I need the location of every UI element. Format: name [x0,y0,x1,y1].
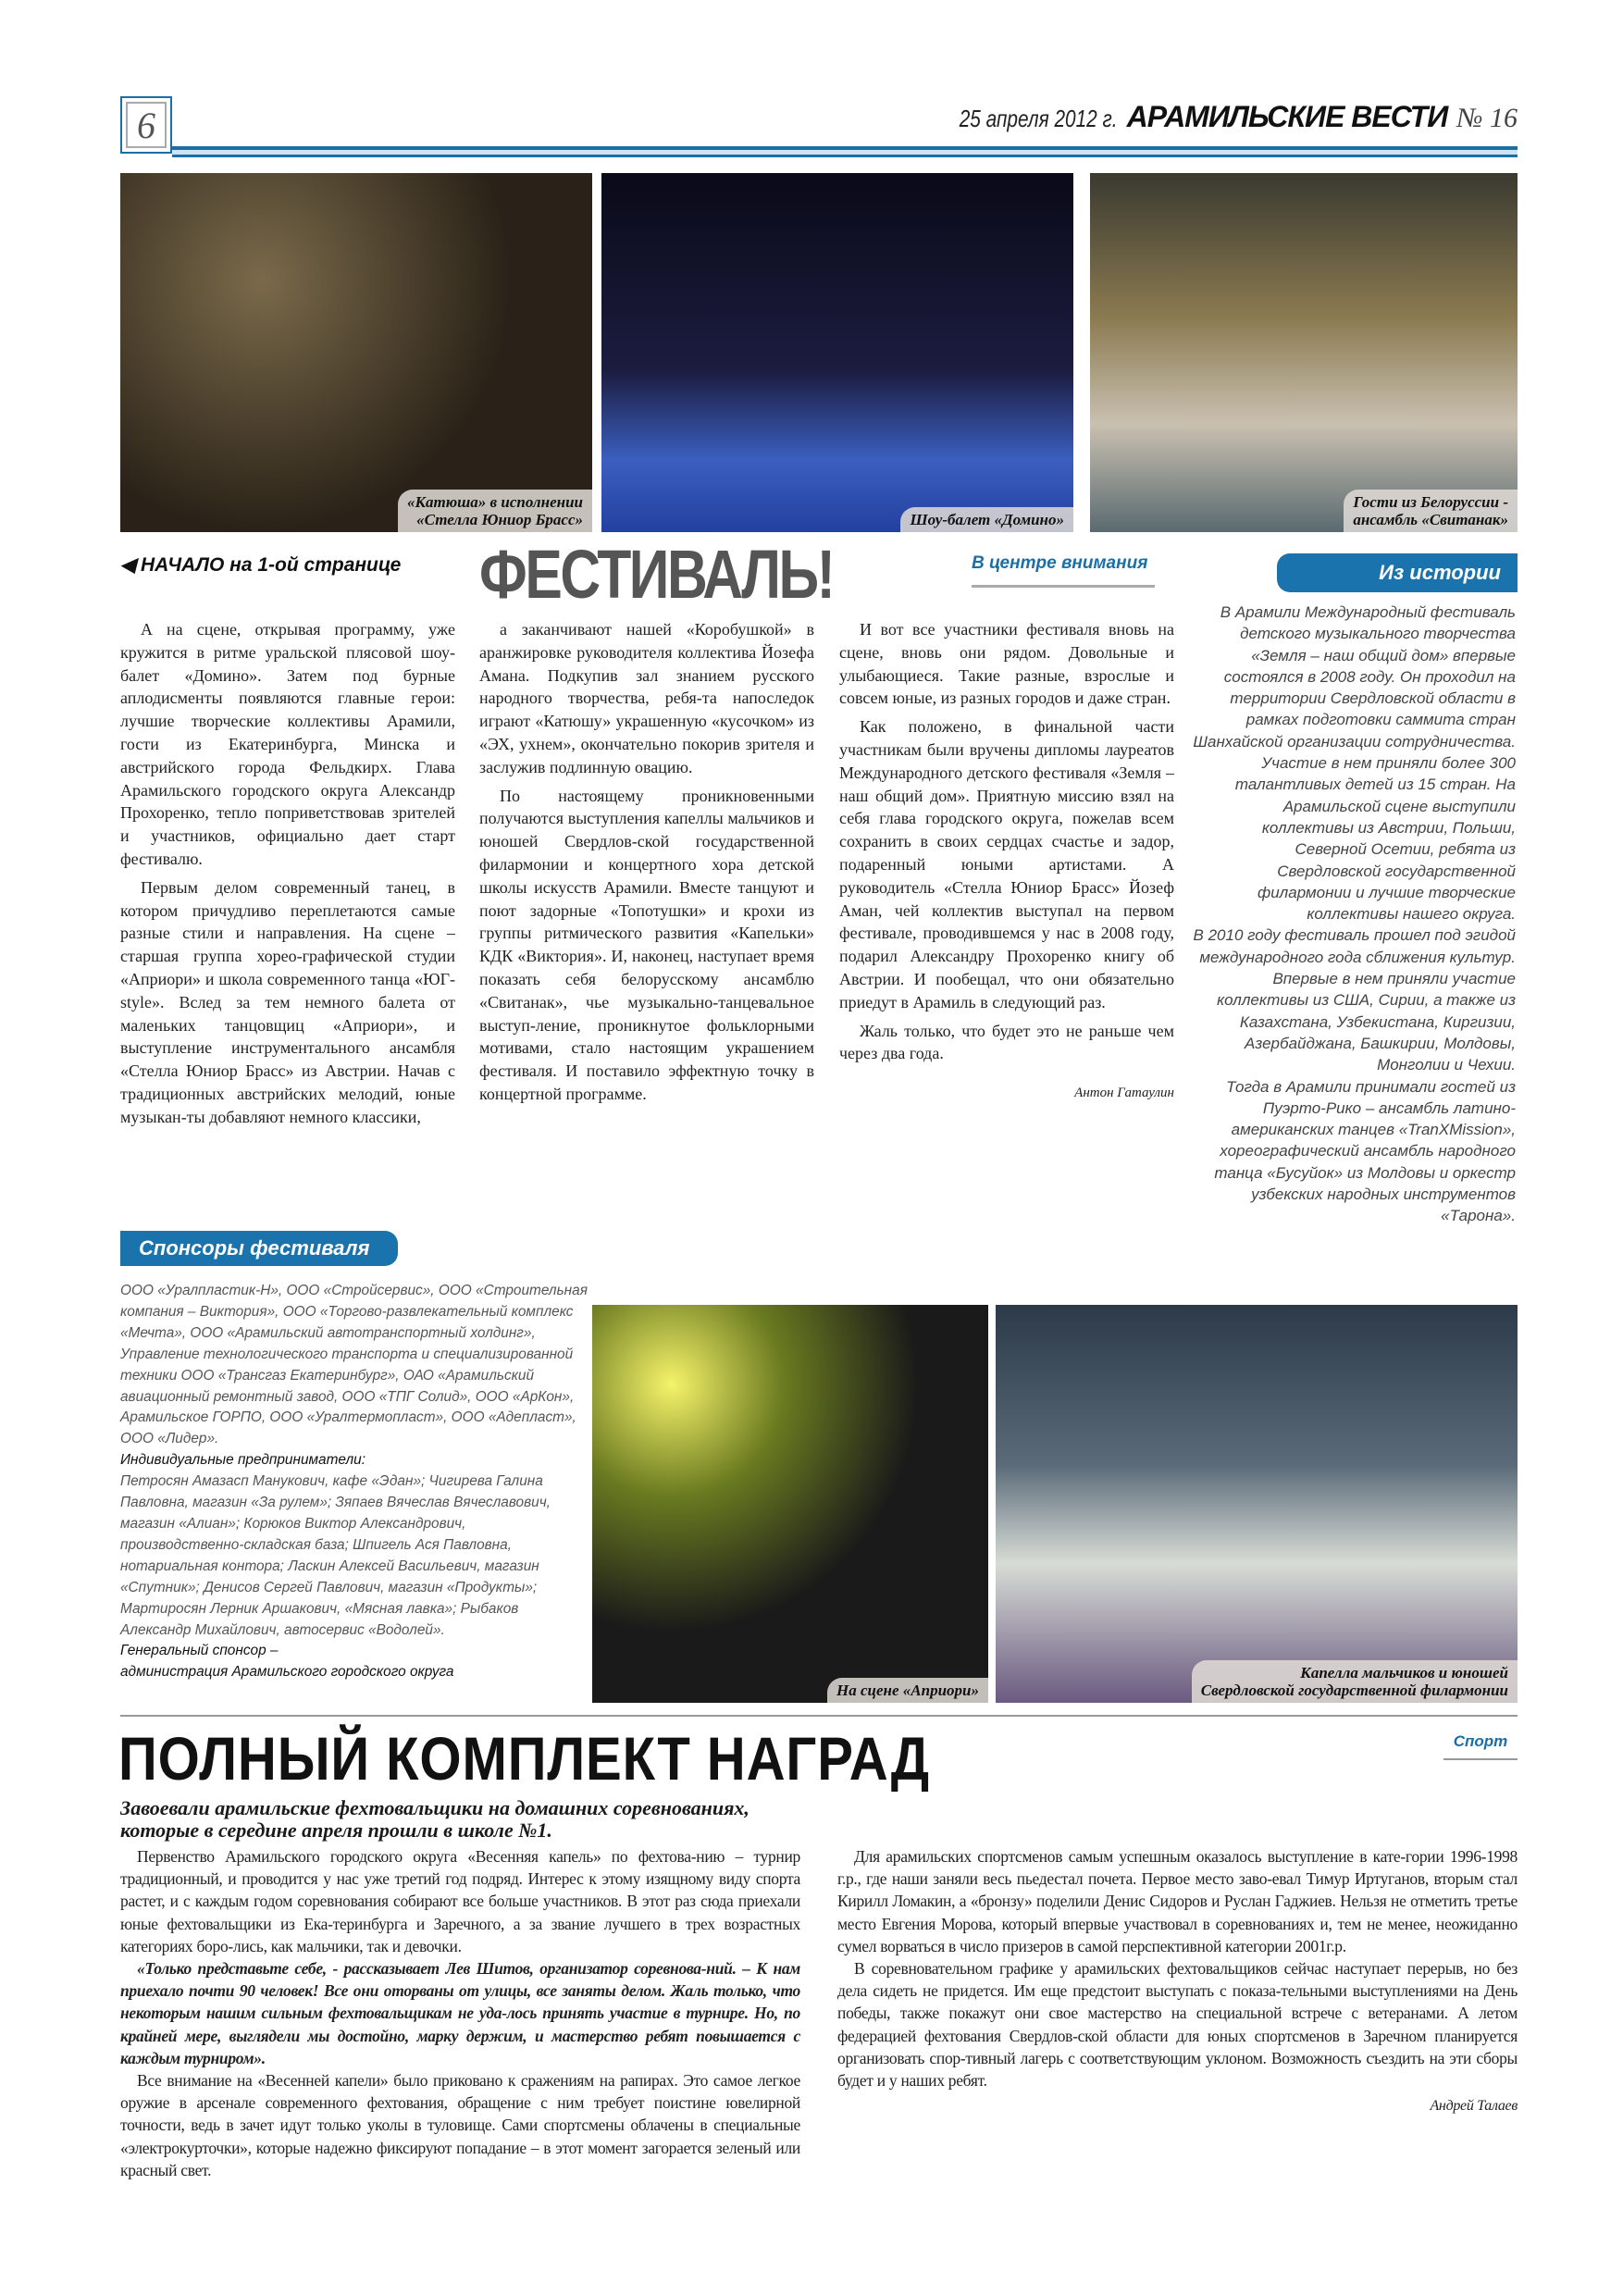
paragraph: А на сцене, открывая программу, уже кружится в ритме уральской плясовой шоу-балет «Домино». Затем под бурные аплодисменты появляются главные герои: лучшие творческие коллективы Арамили, гости из Екатеринбурга, Минска и австрийского города Фельдкирх. Глава Арамильского городского округа Александр Прохоренко, тепло поприветствовав зрителей и участников, официально дает старт фестивалю. [120,620,455,868]
caption-line: «Катюша» в исполнении [406,493,583,511]
paragraph: В 2010 году фестиваль прошел под эгидой международного года сближения культур. Впервые в нем приняли участие коллективы из США, Сирии, а также из Казахстана, Узбекистана, Киргизии, Азербайджана, Башкирии, Молдовы, Монголии и Чехии. [1193,926,1516,1074]
photo-apriori [592,1305,988,1703]
photo-caption [1344,490,1518,532]
paragraph: По настоящему проникновенными получаются выступления капеллы мальчиков и юношей Свердлов-ской государственной филармонии и концертного хора детской школы искусств Арамили. Вместе танцуют и поют задорные «Топотушки» и крохи из группы ритмического развития «Капельки» КДК «Виктория». И, наконец, наступает время показать себя белорусскому ансамблю «Свитанак», чье музыкально-танцевальное выступ-ление, проникнутое фольклорными мотивами, стало настоящим украшением фестиваля. И поставило эффектную точку в концертной программе. [479,786,814,1103]
paragraph: Как положено, в финальной части участникам были вручены дипломы лауреатов Международного детского фестиваля «Земля – наш общий дом». Приятную миссию взял на себя глава городского округа, пожелав всем сохранить в своих сердцах счастье и задор, подаренный юными артистами. А руководитель «Стелла Юниор Брасс» Йозеф Аман, чей коллектив выступал на первом фестивале, проводившемся у нас в 2008 году, подарил Александру Прохоренко книгу об Австрии. И пообещал, что они обязательно приедут в Арамиль в следующий раз. [839,717,1174,1011]
issue-number: № 16 [1456,103,1518,133]
caption-line: «Стелла Юниор Брасс» [416,511,583,528]
photo-stella-junior-brass [120,173,592,532]
general-sponsor-label: Генеральный спонсор – [120,1643,279,1659]
festival-column-1 [120,618,455,1129]
paragraph: Тогда в Арамили принимали гостей из Пуэрто-Рико – ансамбль латино-американских танцев «TranXMission», хореографический ансамбль народного танца «Бусуйок» из Молдовы и оркестр узбекских народных инструментов «Тарона». [1214,1077,1516,1225]
photo-domino-ballet [601,173,1073,532]
festival-headline: ФЕСТИВАЛЬ! [479,536,834,613]
issue-date: 25 апреля 2012 г. [959,105,1118,132]
history-title: Из истории [1277,553,1518,592]
caption-line: На сцене «Априори» [836,1682,979,1699]
sport-rubric: Спорт [1443,1732,1518,1760]
photo-svitanak [1090,173,1518,532]
paragraph: Первенство Арамильского городского округа «Весенняя капель» по фехтова-нию – турнир традиционный, и проводится у нас уже третий год подряд. Интерес к этому изящному виду спорта растет, и с каждым годом соревнования собирают все больше участников. В этот раз сюда приехали юные фехтовальщики из Ека-теринбурга и Заречного, а за звание лучшего в трех возрастных категориях боро-лись, как мальчики, так и девочки. [120,1847,800,1955]
sport-column-left [120,1845,800,2181]
individuals-label: Индивидуальные предприниматели: [120,1452,365,1469]
article-author: Андрей Талаев [1430,2098,1518,2115]
festival-column-3 [839,618,1174,1105]
section-divider [120,1715,1518,1717]
caption-line: ансамбль «Свитанак» [1353,511,1508,528]
photo-caption [1192,1660,1518,1703]
photo-caption [398,490,592,532]
quote-paragraph: «Только представьте себе, - рассказывает Лев Шитов, организатор соревнова-ний. – К нам приехало почти 90 человек! Все они оторваны от улицы, все заняты делом. Жаль только, что некоторым нашим сильным фехтовальщикам не уда-лось принять участие в турнире. Но, по крайней мере, выглядели мы достойно, марку держим, и мастерство ребят повышается с каждым турниром». [120,1959,800,2067]
photo-caption [827,1678,988,1703]
header-divider [172,146,1518,157]
article-author: Антон Гатаулин [1074,1086,1174,1101]
continued-from-label: ◀ НАЧАЛО на 1-ой странице [120,554,402,576]
paragraph: а заканчивают нашей «Коробушкой» в аранжировке руководителя коллектива Йозефа Амана. Подкупив зал знанием русского народного творчества, ребя-та напоследок играют «Катюшу» украшенную «кусочком» из «ЭХ, ухнем», окончательно покорив зрителя и заслужив подлинную овацию. [479,620,814,776]
paragraph: И вот все участники фестиваля вновь на сцене, вновь они рядом. Довольные и улыбающиеся. Такие разные, взрослые и совсем юные, из разных городов и даже стран. [839,620,1174,708]
paragraph: Жаль только, что будет это не раньше чем через два года. [839,1021,1174,1063]
paragraph: В Арамили Международный фестиваль детского музыкального творчества «Земля – наш общий дом» впервые состоялся в 2008 году. Он проходил на территории Свердловской области в рамках подготовки саммита стран Шанхайской организации сотрудничества. Участие в нем приняли более 300 талантливых детей из 15 стран. На Арамильской сцене выступили коллективы из Австрии, Польши, Северной Осетии, ребята из Свердловской государственной филармонии и лучшие творческие коллективы нашего округа. [1193,603,1516,924]
sponsor-companies: ООО «Уралпластик-Н», ООО «Стройсервис», ООО «Строительная компания – Виктория», ООО «Торгово-развлекательный комплекс «Мечта», ООО «Арамильский автотранспортный холдинг», Управление технологического транспорта и специализированной техники ООО «Трансгаз Екатеринбург», ОАО «Арамильский авиационный ремонтный завод, ООО «ТПГ Солид», ООО «АрКон», Арамильское ГОРПО, ООО «Уралтермопласт», ООО «Адепласт», ООО «Лидер». [120,1283,588,1447]
sponsors-title: Спонсоры фестиваля [120,1231,398,1266]
sport-subtitle: Завоевали арамильские фехтовальщики на домашних соревнованиях, которые в середине апреля прошли в школе №1. [120,1796,750,1842]
festival-column-2 [479,618,814,1106]
caption-line: Капелла мальчиков и юношей [1300,1664,1508,1682]
paragraph: Первым делом современный танец, в котором причудливо переплетаются самые разные стили и направления. На сцене – старшая группа хорео-графической студии «Априори» и школа современного танца «ЮГ-style». Вслед за тем немного балета от маленьких танцовщиц «Априори», и выступление инструментального ансамбля «Стелла Юниор Брасс» из Австрии. Начав с традиционных австрийских мелодий, юные музыкан-ты добавляют немного классики, [120,877,455,1126]
caption-line: Гости из Белоруссии - [1353,493,1508,511]
photo-boys-choir [996,1305,1518,1703]
history-text [1192,602,1516,1227]
newspaper-title: АРАМИЛЬСКИЕ ВЕСТИ [1126,100,1448,133]
sport-headline: ПОЛНЫЙ КОМПЛЕКТ НАГРАД [118,1724,930,1793]
paragraph: В соревновательном графике у арамильских фехтовальщиков сейчас наступает перерыв, но без дела сидеть не придется. Им еще предстоит выступать с показа-тельными выступлениями на День победы, также покажут они свое мастерство на специальной встрече с ветеранами. А летом федерацией фехтования Свердлов-ской области для юных спортсменов в Заречном планируется организовать спор-тивный лагерь с соответствующим уклоном. Возможность съездить на эти сборы будет и у наших ребят. [837,1959,1518,2091]
caption-line: Свердловской государственной филармонии [1200,1682,1508,1699]
sponsor-individuals: Петросян Амазасп Манукович, кафе «Эдан»; Чигирева Галина Павловна, магазин «За рулем»; Зяпаев Вячеслав Вячеславович, магазин «Алиан»; Корюков Виктор Александрович, производственно-складская база; Шпигель Ася Павловна, нотариальная контора; Ласкин Алексей Васильевич, магазин «Спутник»; Денисов Сергей Павлович, магазин «Продукты»; Мартиросян Лерник Аршакович, «Мясная лавка»; Рыбаков Александр Михайлович, автосервис «Водолей». [120,1473,551,1638]
general-sponsor: администрация Арамильского городского округа [120,1664,454,1681]
photo-caption [900,507,1073,532]
masthead [920,100,1518,134]
page-number: 6 [120,96,172,154]
sport-column-right [837,1845,1518,2117]
paragraph: Все внимание на «Весенней капели» было приковано к сражениям на рапирах. Это самое легкое оружие в арсенале современного фехтования, обращение с ним требует поистине ювелирной точности, ведь в зачет идут только уколы в туловище. Сами спортсмены облачены в специальные «электрокурточки», которые надежно фиксируют попадание – в этот момент загорается зеленый или красный свет. [120,2071,800,2179]
paragraph: Для арамильских спортсменов самым успешным оказалось выступление в кате-гории 1996-1998 г.р., где наши заняли весь пьедестал почета. Первое место заво-евал Тимур Иртуганов, вторым стал Кирилл Ломакин, а «бронзу» поделили Денис Сидоров и Руслан Гаджиев. Нельзя не отметить третье место Евгения Морова, который впервые участвовал в соревнованиях и, тем не менее, неожиданно сумел ворваться в число призеров в самой перспективной категории 2001г.р. [837,1847,1518,1955]
caption-line: Шоу-балет «Домино» [910,511,1064,528]
rubric-label: В центре внимания [972,553,1155,588]
sponsors-list [120,1281,592,1683]
